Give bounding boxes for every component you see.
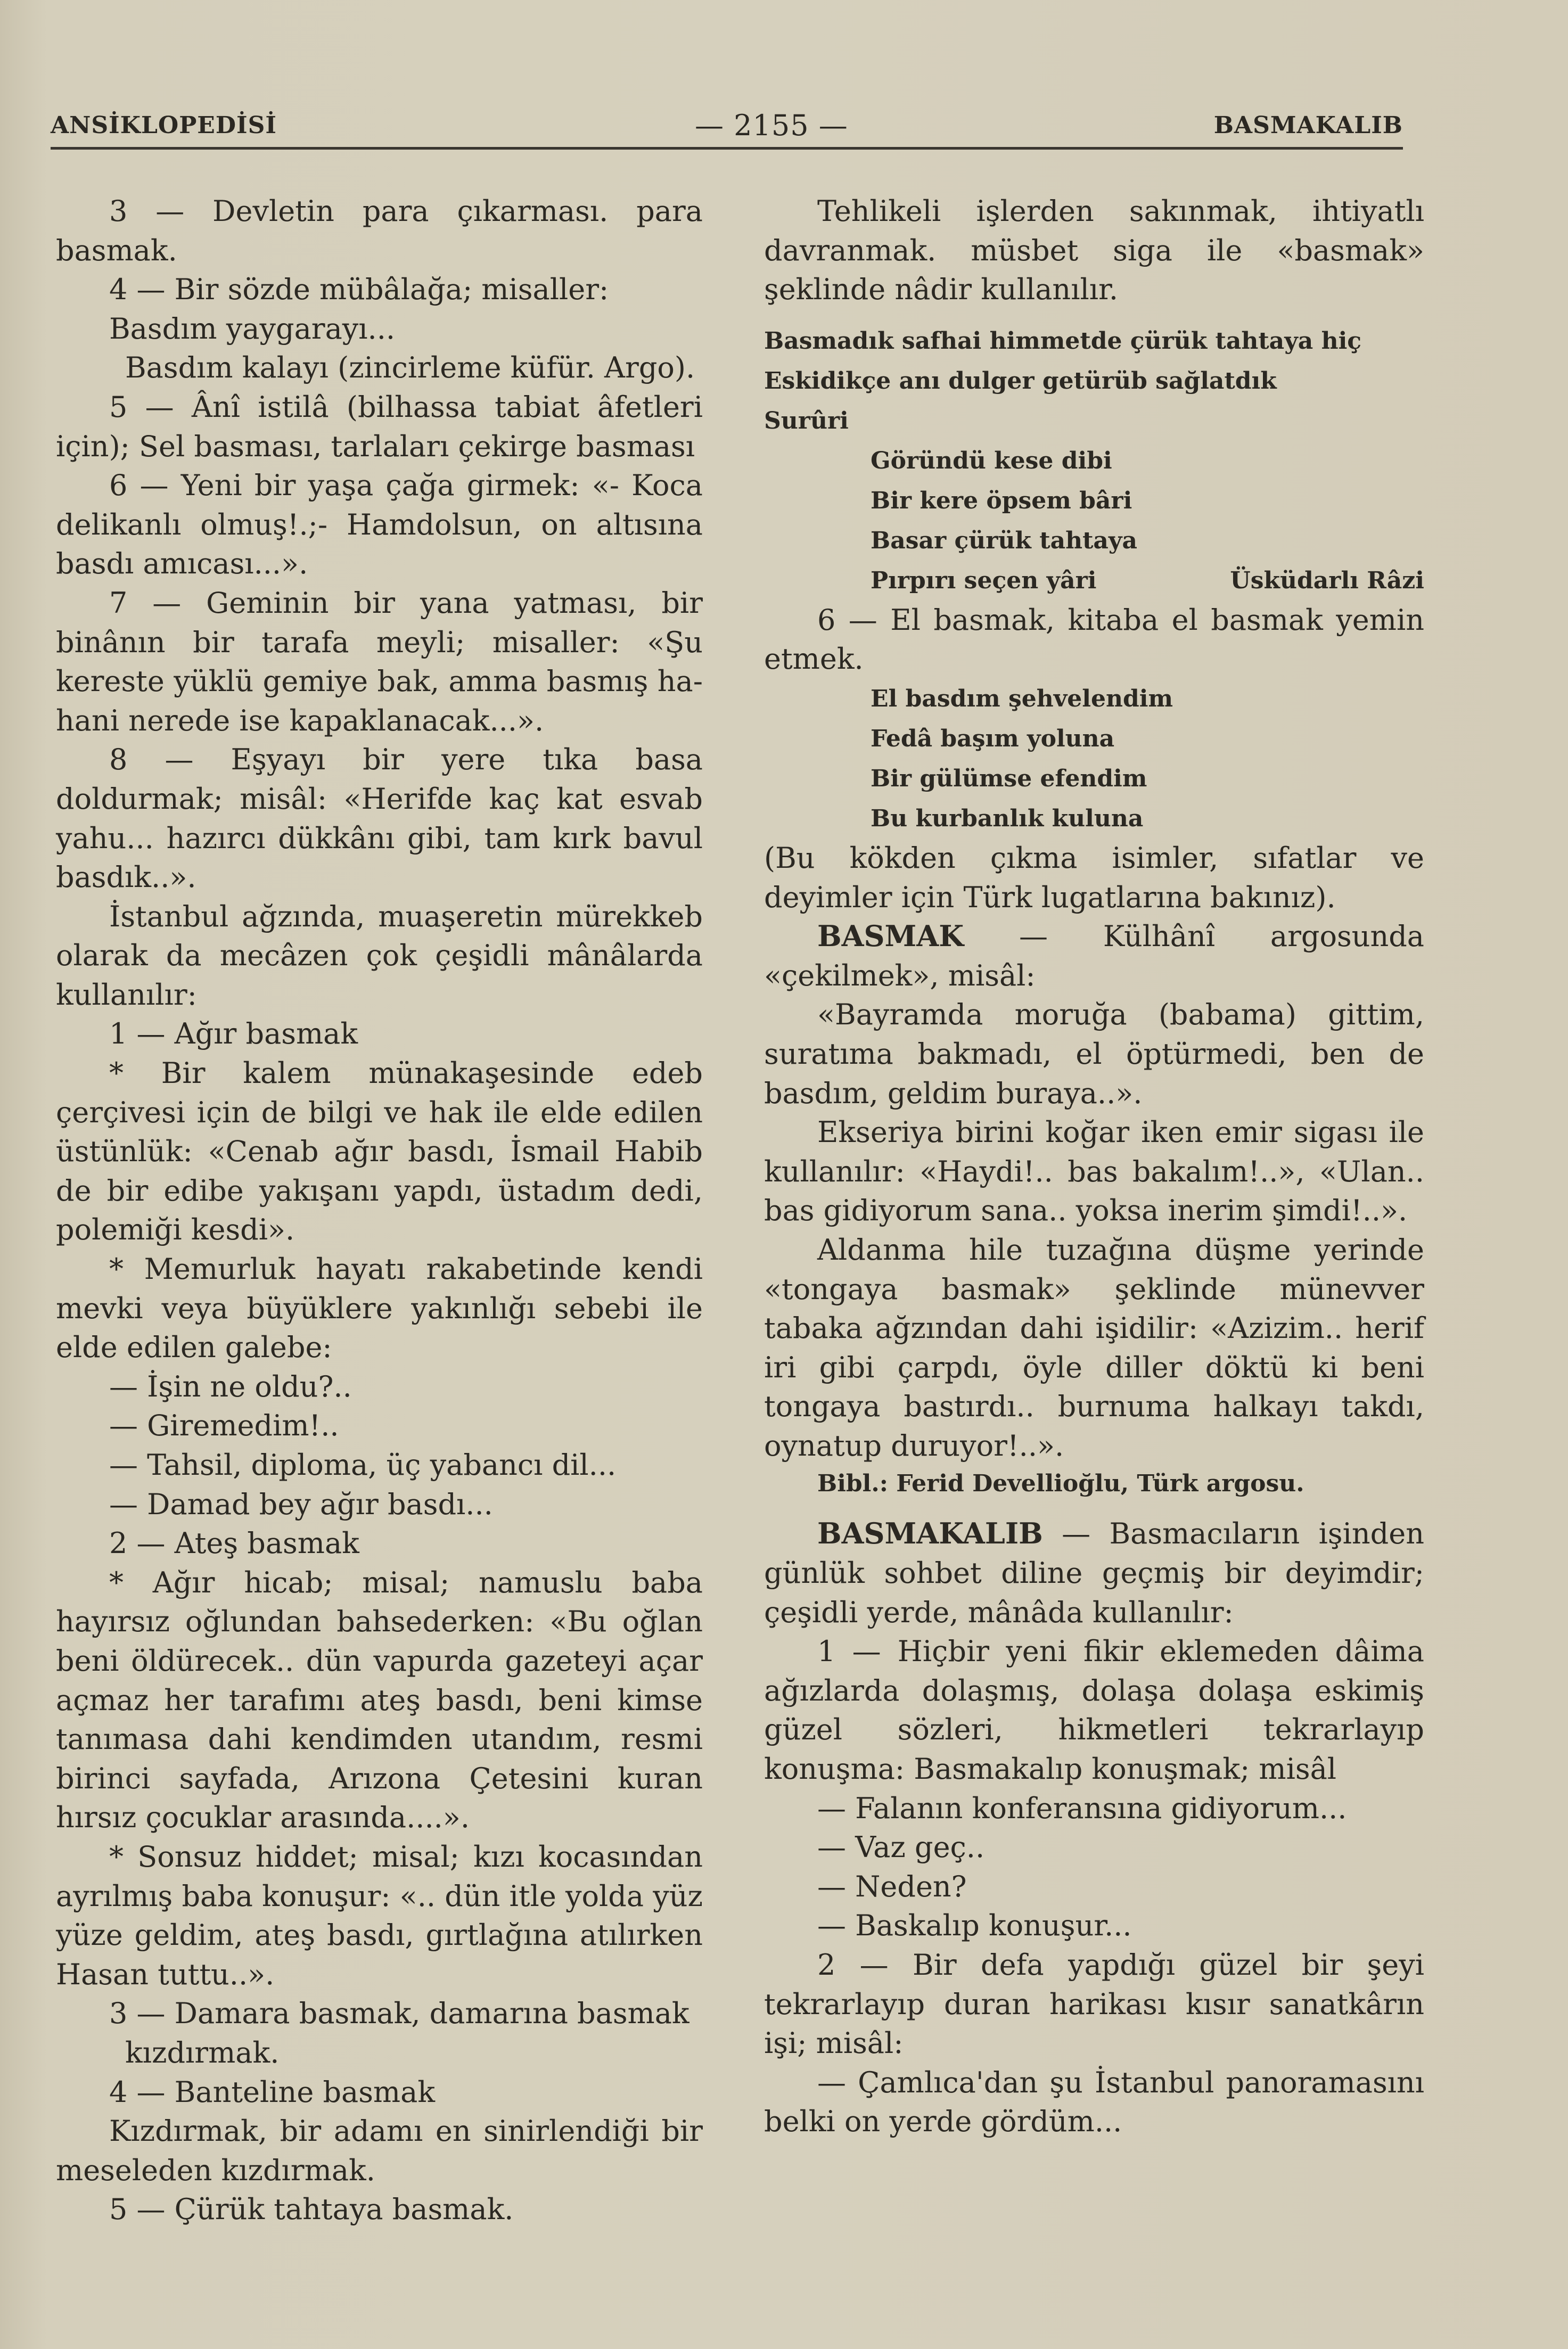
paragraph: 2 — Ateş basmak [109,1526,359,1560]
left-column [56,192,703,2229]
paragraph: * Bir kalem münakaşesinde edeb çerçivesi için de bilgi ve hak ile elde edilen üstünlük: «Cenab ağır basdı, İsmail Habib de bir edibe yakışanı yapdı, üstadım dedi, polemiği kesdi». [56,1056,703,1247]
poem-line: Eskidikçe anı dulger getürüb sağlatdık [764,367,1277,395]
entry-definition: — Basmacıların işinden günlük sohbet diline geçmiş bir deyimdir; çeşidli yerde, mânâda kullanılır: [764,1517,1424,1629]
dialog-line: — Vaz geç.. [817,1830,985,1865]
poem-line: Bu kurbanlık kuluna [871,804,1144,832]
poem-author: Üsküdarlı Râzi [1230,566,1424,594]
page-number: — 2155 — [695,109,848,142]
paragraph: 1 — Ağır basmak [109,1017,358,1051]
paragraph: Aldanma hile tuzağına düşme yerinde «tongaya basmak» şeklinde münevver tabaka ağzından dahi işidilir: «Azizim.. herif iri gibi çarpdı, öyle diller döktü ki beni tongaya bastırdı.. burnuma halkayı takdı, oynatup duruyor!..». [764,1233,1424,1463]
paragraph: — Çamlıca'dan şu İstanbul panoramasını belki on yerde gördüm... [764,2065,1424,2139]
paragraph: 6 — Yeni bir yaşa çağa girmek: «- Koca delikanlı olmuş!.;- Hamdolsun, on altısına basdı amıcası...». [56,469,703,581]
dialog-line: — Baskalıp konuşur... [817,1909,1132,1943]
header-rule [51,147,1403,150]
dialog-line: — Tahsil, diploma, üç yabancı dil... [109,1448,617,1482]
paragraph: * Ağır hicab; misal; namuslu baba hayırsız oğlundan bahsederken: «Bu oğlan beni öldürecek.. dün vapurda gazeteyi açar açmaz her tarafımı ateş basdı, beni kimse tanımasa dahi kendimden utandım, resmi birinci sayfada, Arızona Çetesini kuran hırsız çocuklar arasında....». [56,1565,703,1835]
paragraph: 1 — Hiçbir yeni fikir eklemeden dâima ağızlarda dolaşmış, dolaşa dolaşa eskimiş güzel sözleri, hikmetleri tekrarlayıp konuşma: Basmakalıp konuşmak; misâl [764,1635,1424,1786]
paragraph: 6 — El basmak, kitaba el basmak yemin etmek. [764,603,1424,676]
poem-line: Bir gülümse efendim [871,765,1147,792]
paragraph: kızdırmak. [125,2035,280,2069]
paragraph: Basdım yaygarayı... [109,311,396,346]
paragraph: Basdım kalayı (zincirleme küfür. Argo). [125,351,695,385]
poem-line: Göründü kese dibi [871,447,1112,474]
paragraph: Ekseriya birini koğar iken emir sigası ile kullanılır: «Haydi!.. bas bakalım!..», «Ulan.. bas gidiyorum sana.. yoksa inerim şimdi!..». [764,1115,1424,1228]
dialog-line: — Giremedim!.. [109,1409,339,1443]
poem-line: Pırpırı seçen yâri [871,566,1097,594]
paragraph: 5 — Ânî istilâ (bilhassa tabiat âfetleri için); Sel basması, tarlaları çekirge basması [56,390,703,463]
paragraph: 4 — Bir sözde mübâlağa; misaller: [109,273,609,307]
entry-basmakalib [764,1514,1424,1632]
paragraph: (Bu kökden çıkma isimler, sıfatlar ve deyimler için Türk lugatlarına bakınız). [764,841,1424,914]
header-right: BASMAKALIB [1213,112,1403,139]
dialog-line: — Damad bey ağır basdı... [109,1487,493,1521]
entry-definition: — Külhânî argosunda «çekilmek», misâl: [764,919,1424,992]
page-header [51,101,1403,144]
bibliography: Bibl.: Ferid Devellioğlu, Türk argosu. [817,1470,1304,1498]
paragraph: 4 — Banteline basmak [109,2075,436,2109]
poem-author: Surûri [764,407,849,434]
paragraph: «Bayramda moruğa (babama) gittim, suratıma bakmadı, el öptürmedi, ben de basdım, geldim buraya..». [764,998,1424,1110]
dialog-line: — Neden? [817,1869,967,1903]
dialog-line: — İşin ne oldu?.. [109,1369,352,1403]
header-left: ANSİKLOPEDİSİ [51,112,277,139]
dialog-line: — Falanın konferansına gidiyorum... [817,1791,1347,1825]
paragraph: İstanbul ağzında, muaşeretin mürekkeb olarak da mecâzen çok çeşidli mânâlarda kullanılır: [56,899,703,1012]
paragraph: 3 — Devletin para çıkarması. para basmak. [56,194,703,267]
paragraph: * Memurluk hayatı rakabetinde kendi mevki veya büyüklere yakınlığı sebebi ile elde edilen galebe: [56,1252,703,1365]
paragraph: 7 — Geminin bir yana yatması, bir binânın bir tarafa meyli; misaller: «Şu kereste yüklü gemiye bak, amma basmış ha- hani nerede ise kapaklanacak...». [56,586,703,737]
paragraph: Tehlikeli işlerden sakınmak, ihtiyatlı davranmak. müsbet siga ile «basmak» şeklinde nâdir kullanılır. [764,194,1424,307]
entry-headword: BASMAK [817,919,964,954]
paragraph: 3 — Damara basmak, damarına basmak [109,1997,689,2031]
paragraph: * Sonsuz hiddet; misal; kızı kocasından ayrılmış baba konuşur: «.. dün itle yolda yüz yüze geldim, ateş basdı, gırtlağına atılırken Hasan tuttu..». [56,1839,703,1991]
entry-basmak [764,917,1424,995]
paragraph: 5 — Çürük tahtaya basmak. [109,2192,514,2227]
poem-line: Fedâ başım yoluna [871,725,1115,752]
right-column [764,192,1424,2141]
paragraph: 2 — Bir defa yapdığı güzel bir şeyi tekrarlayıp duran harikası kısır sanatkârın işi; misâl: [764,1948,1424,2060]
poem-line: Bir kere öpsem bâri [871,487,1132,514]
poem-last-line [764,561,1424,601]
poem-line: Basar çürük tahtaya [871,527,1137,554]
paragraph: Kızdırmak, bir adamı en sinirlendiği bir meseleden kızdırmak. [56,2114,703,2187]
paragraph: 8 — Eşyayı bir yere tıka basa doldurmak; misâl: «Herifde kaç kat esvab yahu... hazırcı dükkânı gibi, tam kırk bavul basdık..». [56,743,703,894]
poem-line: El basdım şehvelendim [871,685,1173,712]
poem-line: Basmadık safhai himmetde çürük tahtaya hiç [764,327,1362,355]
entry-headword: BASMAKALIB [817,1516,1043,1551]
